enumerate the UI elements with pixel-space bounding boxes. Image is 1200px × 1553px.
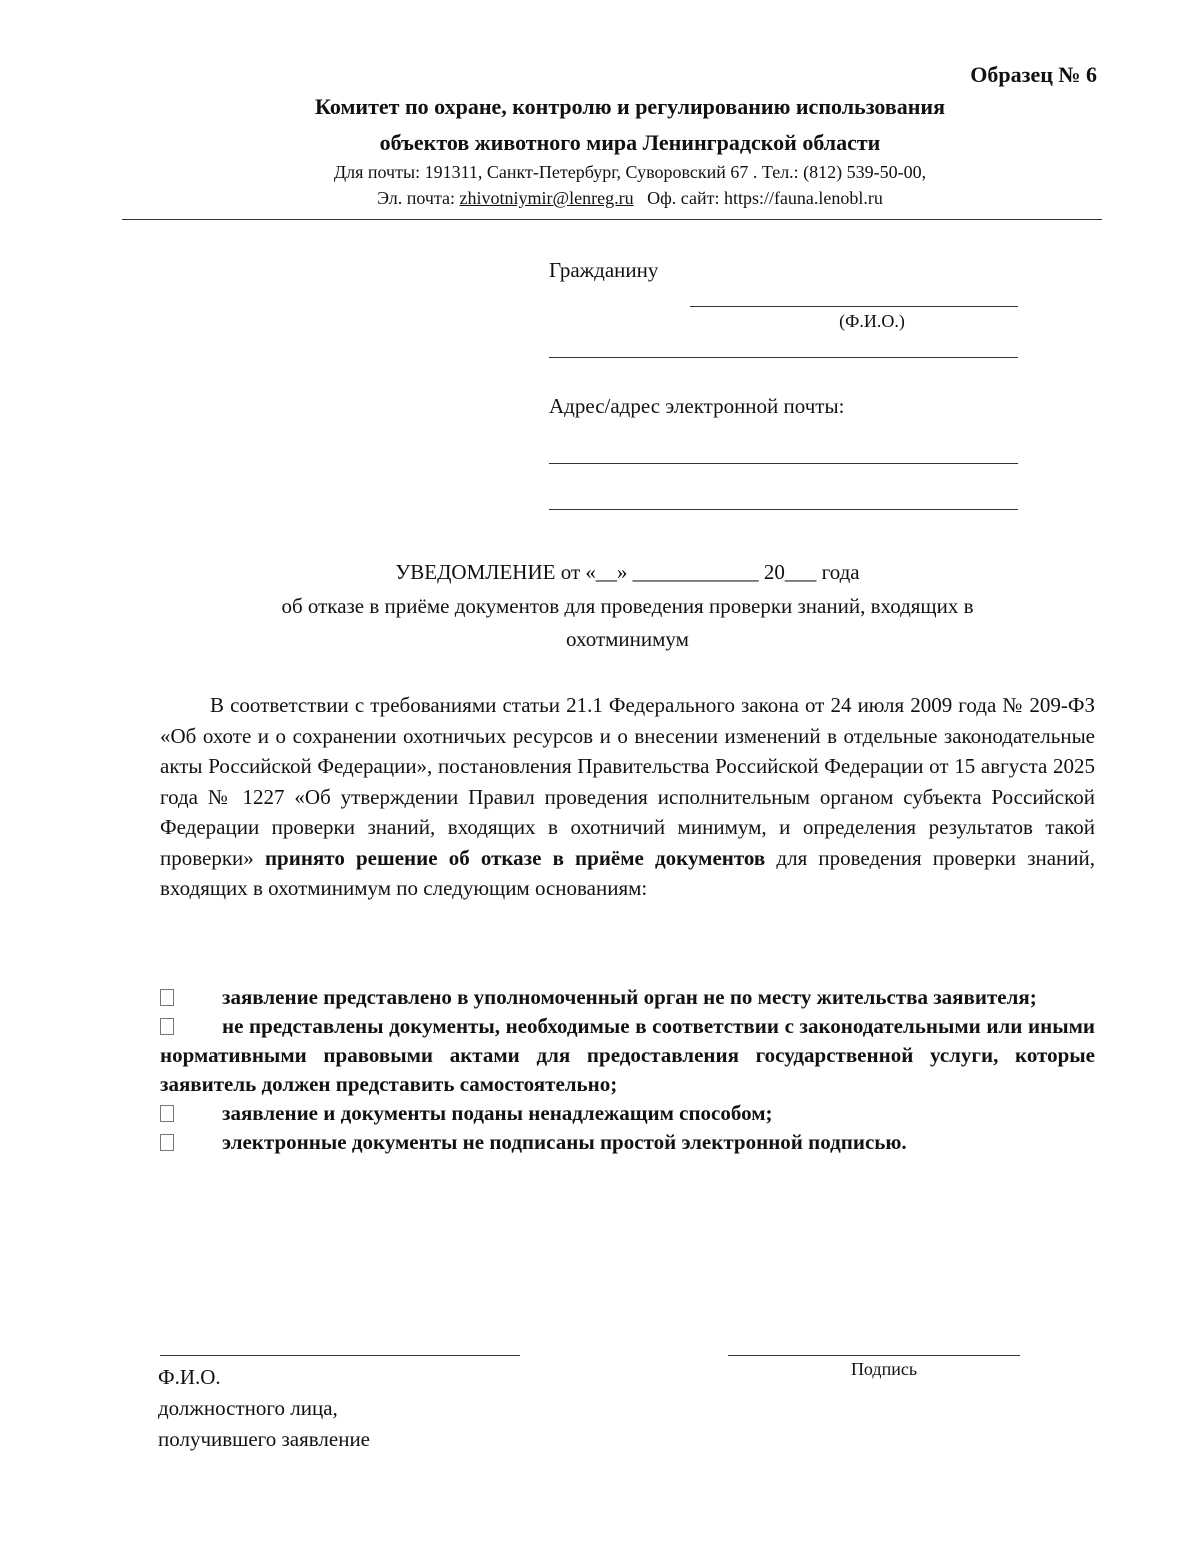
recipient-label: Гражданину — [549, 258, 659, 282]
email-link[interactable]: zhivotniymir@lenreg.ru — [459, 188, 634, 208]
site-text: Оф. сайт: https://fauna.lenobl.ru — [647, 188, 883, 208]
reason-item — [160, 1099, 1095, 1128]
contact-email-site — [130, 188, 1130, 209]
reason-text: электронные документы не подписаны простой электронной подписью. — [222, 1130, 907, 1154]
official-caption-line-2: должностного лица, — [158, 1396, 338, 1420]
recipient-name-line — [690, 306, 1018, 307]
signature-label: Подпись — [850, 1359, 918, 1379]
notice-title: УВЕДОМЛЕНИЕ от «__» ____________ 20___ года — [395, 560, 860, 584]
official-caption-line-3: получившего заявление — [158, 1427, 370, 1451]
reason-text: заявление представлено в уполномоченный орган не по месту жительства заявителя; — [222, 985, 1037, 1009]
contact-postal: Для почты: 191311, Санкт-Петербург, Суворовский 67 . Тел.: (812) 539-50-00, — [333, 162, 927, 182]
reason-item — [160, 1012, 1095, 1099]
reason-text: не представлены документы, необходимые в соответствии с законодательными или иными нормативными правовыми актами для предоставления государственной услуги, которые заявитель должен представить самостоятельно; — [160, 1014, 1095, 1096]
reason-item — [160, 983, 1095, 1012]
header-divider — [122, 219, 1102, 220]
notice-subtitle-2: охотминимум — [566, 627, 689, 651]
checkbox-icon[interactable] — [160, 1018, 174, 1035]
org-name-line-2: объектов животного мира Ленинградской области — [379, 130, 881, 155]
address-line-1 — [549, 463, 1018, 464]
official-caption — [158, 1362, 370, 1455]
address-line-2 — [549, 509, 1018, 510]
official-name-line — [160, 1355, 520, 1356]
checkbox-icon[interactable] — [160, 1134, 174, 1151]
notice-subtitle-1: об отказе в приёме документов для проведения проверки знаний, входящих в — [281, 594, 974, 618]
body-paragraph — [160, 690, 1095, 904]
reasons-list — [160, 983, 1095, 1157]
body-text-after: для проведения проверки знаний, входящих в охотминимум по следующим основаниям: — [160, 845, 1096, 900]
address-label: Адрес/адрес электронной почты: — [549, 394, 845, 418]
fio-note: (Ф.И.О.) — [839, 311, 905, 331]
body-text-bold: принято решение об отказе в приёме документов — [264, 845, 766, 870]
body-text-before: В соответствии с требованиями статьи 21.1 Федерального закона от 24 июля 2009 года № 209-ФЗ «Об охоте и о сохранении охотничьих ресурсов и о внесении изменений в отдельные законодательные акты Российской Федерации», постановления Правительства Российской Федерации от 15 августа 2025 года № 1227 «Об утверждении Правил проведения исполнительным органом субъекта Российской Федерации проверки знаний, входящих в охотничий минимум, и определения результатов такой проверки» — [160, 693, 1095, 870]
checkbox-icon[interactable] — [160, 989, 174, 1006]
checkbox-icon[interactable] — [160, 1105, 174, 1122]
org-name-line-1: Комитет по охране, контролю и регулированию использования — [315, 94, 945, 119]
recipient-name-line-2 — [549, 357, 1018, 358]
reason-text: заявление и документы поданы ненадлежащим способом; — [222, 1101, 773, 1125]
sample-number: Образец № 6 — [970, 62, 1097, 87]
signature-line — [728, 1355, 1020, 1356]
email-label: Эл. почта: — [377, 188, 456, 208]
reason-item — [160, 1128, 1095, 1157]
official-caption-line-1: Ф.И.О. — [158, 1365, 221, 1389]
